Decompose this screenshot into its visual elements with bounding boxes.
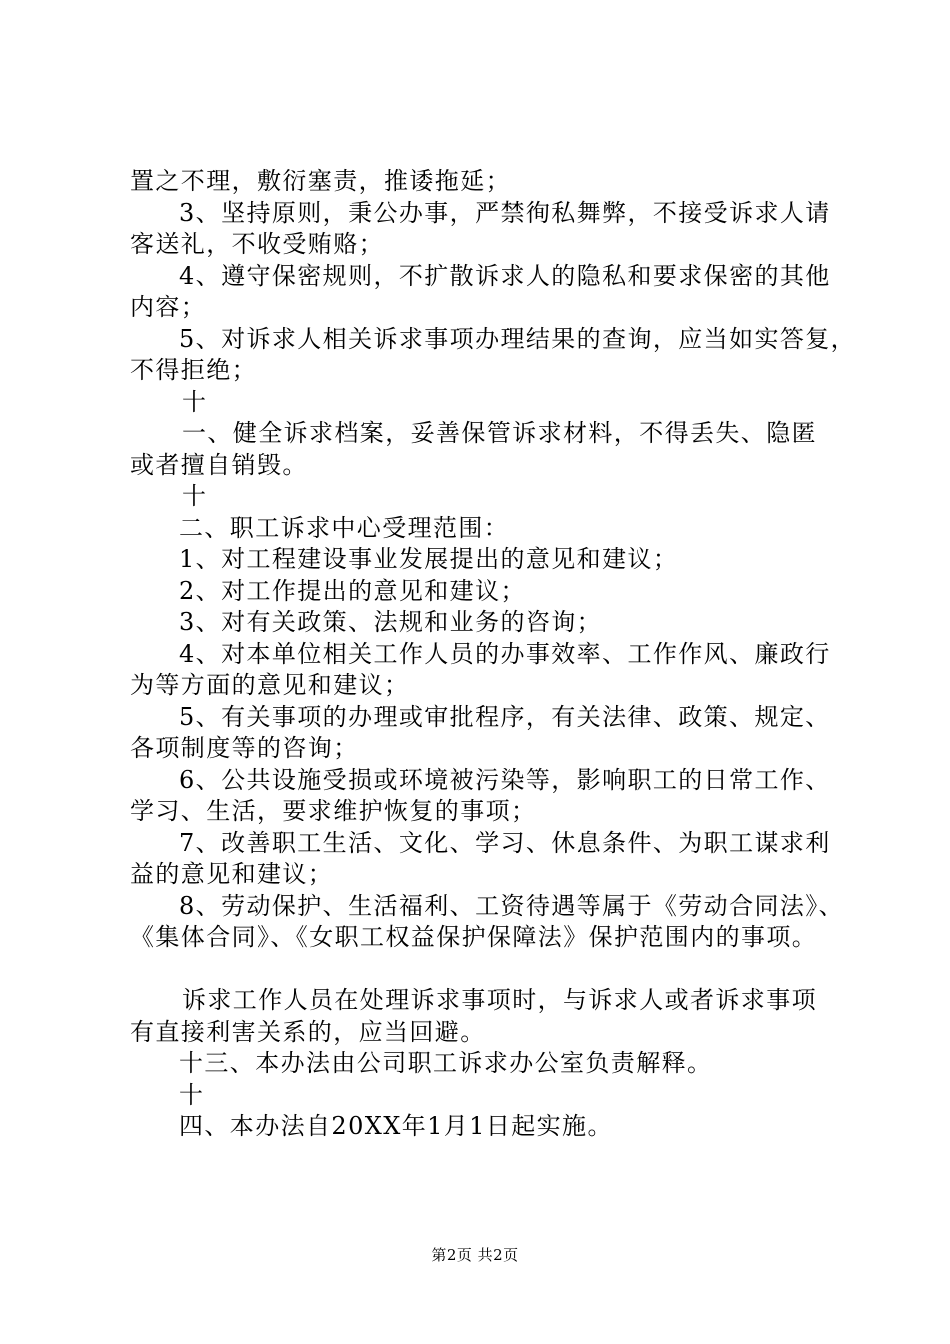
- text-line: 有直接利害关系的，应当回避。: [130, 1017, 486, 1046]
- text-line: 6、公共设施受损或环境被污染等，影响职工的日常工作、: [179, 765, 831, 794]
- text-line: 十: [179, 1080, 205, 1109]
- text-line: 各项制度等的咨询；: [130, 734, 359, 762]
- text-line: 8、劳动保护、生活福利、工资待遇等属于《劳动合同法》、: [179, 891, 845, 920]
- text-line: 5、对诉求人相关诉求事项办理结果的查询，应当如实答复，: [179, 324, 857, 353]
- text-line: 客送礼，不收受贿赂；: [130, 230, 384, 258]
- text-line: 3、对有关政策、法规和业务的咨询；: [179, 608, 603, 636]
- text-line: 诉求工作人员在处理诉求事项时，与诉求人或者诉求事项: [182, 986, 817, 1014]
- text-line: 1、对工程建设事业发展提出的意见和建议；: [179, 545, 679, 573]
- text-line: 十: [182, 387, 208, 416]
- text-line: 四、本办法自20XX年1月1日起实施。: [179, 1112, 613, 1140]
- text-line: 4、对本单位相关工作人员的办事效率、工作作风、廉政行: [179, 639, 831, 668]
- text-line: 4、遵守保密规则，不扩散诉求人的隐私和要求保密的其他: [179, 261, 831, 290]
- text-line: 一、健全诉求档案，妥善保管诉求材料，不得丢失、隐匿: [182, 419, 817, 447]
- blank-line: [130, 954, 845, 986]
- text-line: 十: [182, 482, 208, 510]
- text-line: 《集体合同》、《女职工权益保护保障法》保护范围内的事项。: [130, 923, 818, 951]
- document-body: [130, 166, 857, 1143]
- text-line: 学习、生活，要求维护恢复的事项；: [130, 797, 537, 825]
- text-line: 为等方面的意见和建议；: [130, 671, 410, 699]
- text-line: 十三、本办法由公司职工诉求办公室负责解释。: [179, 1049, 713, 1077]
- text-line: 3、坚持原则，秉公办事，严禁徇私舞弊，不接受诉求人请: [179, 198, 831, 227]
- text-line: 7、改善职工生活、文化、学习、休息条件、为职工谋求利: [179, 828, 831, 857]
- text-line: 5、有关事项的办理或审批程序，有关法律、政策、规定、: [179, 702, 831, 731]
- text-line: 或者擅自销毁。: [130, 450, 308, 479]
- text-line: 2、对工作提出的意见和建议；: [179, 576, 526, 605]
- page-number-footer: 第2页 共2页: [431, 1246, 519, 1264]
- text-line: 置之不理，敷衍塞责，推诿拖延；: [130, 167, 511, 195]
- text-line: 二、职工诉求中心受理范围：: [179, 513, 510, 542]
- text-line: 内容；: [130, 293, 207, 321]
- text-line: 益的意见和建议；: [130, 860, 334, 888]
- text-line: 不得拒绝；: [130, 356, 257, 384]
